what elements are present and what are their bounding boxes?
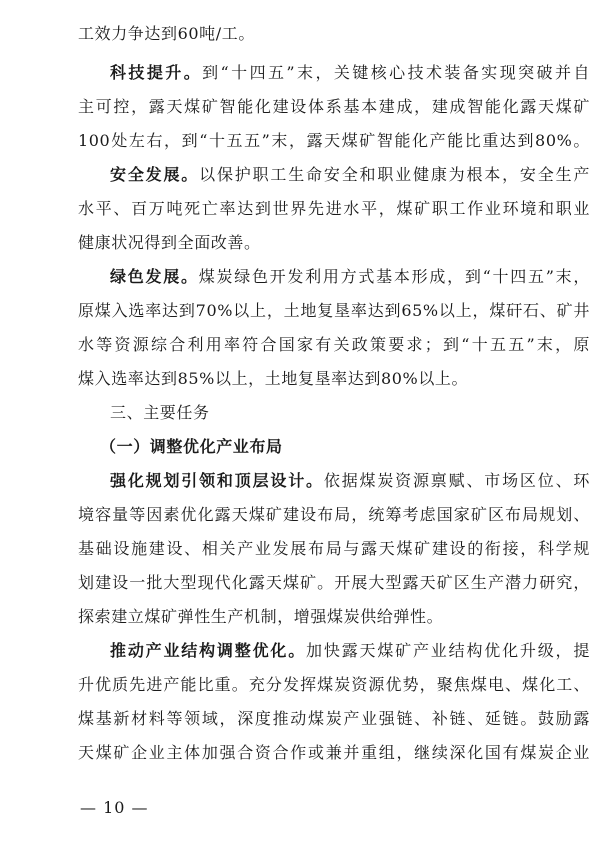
paragraph-lead: 推动产业结构调整优化。 [110, 641, 307, 660]
paragraph-lead: 强化规划引领和顶层设计。 [110, 471, 324, 490]
text-line: 主可控，露天煤矿智能化建设体系基本建成，建成智能化露天煤矿 [78, 97, 590, 116]
text-line: 天煤矿企业主体加强合资合作或兼并重组，继续深化国有煤炭企业 [78, 743, 590, 762]
text-line-body: 到“十四五”末，关键核心技术装备实现突破并自 [202, 63, 590, 82]
text-line: 探索建立煤矿弹性生产机制，增强煤炭供给弹性。 [78, 607, 444, 626]
text-line: 健康状况得到全面改善。 [78, 233, 261, 252]
text-line: 煤入选率达到85%以上，土地复垦率达到80%以上。 [78, 369, 469, 388]
paragraph-lead: 绿色发展。 [110, 267, 199, 286]
text-line: 100处左右，到“十五五”末，露天煤矿智能化产能比重达到80%。 [78, 131, 590, 150]
text-line: 煤基新材料等领域，深度推动煤炭产业强链、补链、延链。鼓励露 [78, 709, 590, 728]
text-line: 境容量等因素优化露天煤矿建设布局，统筹考虑国家矿区布局规划、 [78, 505, 590, 524]
text-line: 划建设一批大型现代化露天煤矿。开展大型露天矿区生产潜力研究， [78, 573, 590, 592]
text-line [110, 471, 590, 491]
text-line [110, 641, 590, 661]
paragraph-lead: 科技提升。 [110, 63, 203, 82]
text-line: 水等资源综合利用率符合国家有关政策要求；到“十五五”末，原 [78, 335, 590, 354]
text-line-body: 以保护职工生命安全和职业健康为根本，安全生产 [199, 165, 590, 184]
text-line [110, 267, 590, 287]
text-line: 基础设施建设、相关产业发展布局与露天煤矿建设的衔接，科学规 [78, 539, 590, 558]
section-heading: 三、主要任务 [110, 403, 210, 422]
text-line-body: 煤炭绿色开发利用方式基本形成，到“十四五”末， [198, 267, 590, 286]
text-line: 水平、百万吨死亡率达到世界先进水平，煤矿职工作业环境和职业 [78, 199, 590, 218]
text-line-body: 依据煤炭资源禀赋、市场区位、环 [323, 471, 590, 490]
subsection-heading: （一）调整优化产业布局 [100, 437, 283, 456]
page-number: — 10 — [80, 798, 149, 817]
text-line: 原煤入选率达到70%以上，土地复垦率达到65%以上，煤矸石、矿井 [78, 301, 590, 320]
text-line: 升优质先进产能比重。充分发挥煤炭资源优势，聚焦煤电、煤化工、 [78, 675, 590, 694]
paragraph-lead: 安全发展。 [110, 165, 200, 184]
text-line [110, 165, 590, 185]
text-line-body: 加快露天煤矿产业结构优化升级，提 [306, 641, 590, 660]
text-line: 工效力争达到60吨/工。 [78, 24, 255, 43]
text-line [110, 63, 590, 83]
